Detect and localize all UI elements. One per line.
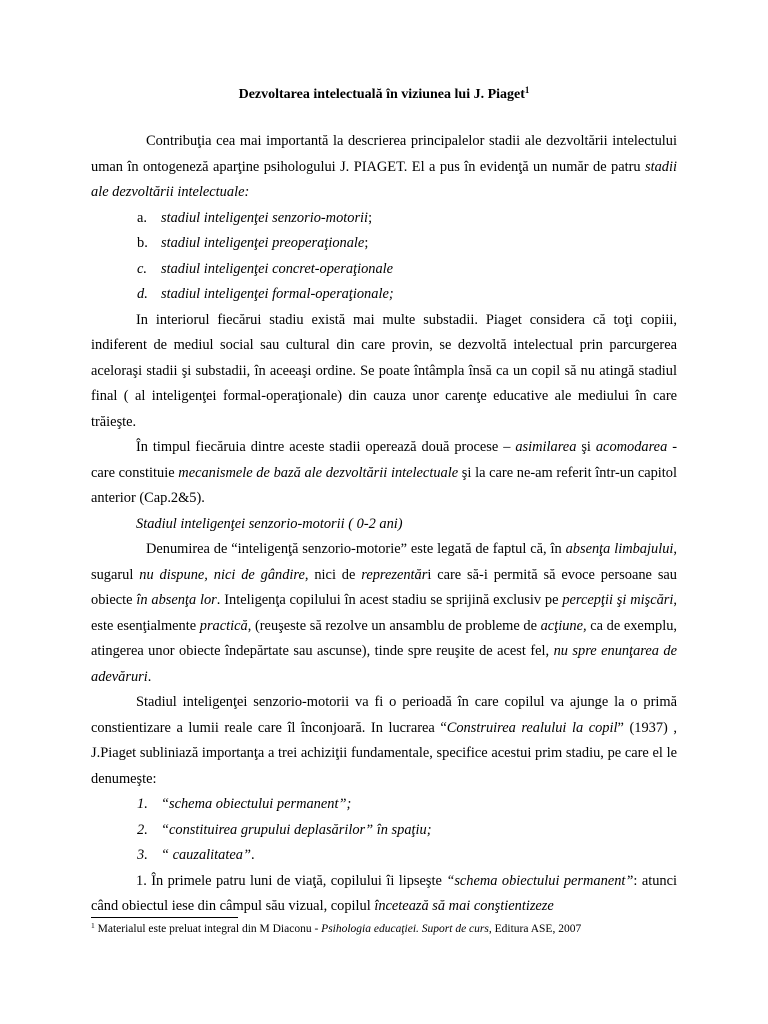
emphasis: absenţa limbajului (565, 541, 674, 557)
text-run: Contribuţia cea mai importantă la descrierea principalelor stadii ale dezvoltării intelectului uman în ontogeneză aparţine psihologului J. PIAGET. El a pus în evidenţă un număr de patru (91, 133, 677, 175)
text-run: ; (368, 209, 373, 226)
list-text: “ cauzalitatea” (161, 847, 251, 863)
text-run: Stadiul inteligenţei senzorio-motorii va fi o perioadă în care copilul va ajunge la o primă constientizare a lumii reale care îl înconjoară. In lucrarea “ (91, 694, 677, 736)
text-run: : atunci când obiectul iese din câmpul său vizual, copilul (91, 872, 677, 914)
acquisition-item-2 (91, 818, 677, 844)
list-marker: a. (137, 209, 147, 226)
paragraph-processes (91, 435, 677, 512)
emphasis: asimilarea (515, 439, 577, 455)
emphasis: percepţii şi mişcări (562, 592, 674, 608)
subheading-text: Stadiul inteligenţei senzorio-motorii ( 0-2 ani) (136, 515, 403, 532)
paragraph-intro (91, 129, 677, 206)
list-text: stadiul inteligenţei senzorio-motorii (161, 209, 369, 226)
title-text: Dezvoltarea intelectuală în viziunea lui J. Piaget (238, 87, 525, 102)
text-run: , nici de (304, 566, 362, 583)
text-run: ca de exemplu, atingerea unor obiecte îndepărtate sau ascunse), tinde spre reuşite de acest fel, (91, 617, 677, 659)
emphasis: practică (199, 617, 248, 634)
document-body (91, 129, 677, 920)
footnote-number: 1 (91, 921, 95, 930)
emphasis: Psihologia educaţiei. Suport de curs (321, 923, 489, 935)
emphasis: acomodarea (595, 439, 668, 455)
document-title (0, 86, 768, 104)
text-run: , (reuşeste să rezolve un ansamblu de probleme de (247, 617, 541, 634)
text-run: Denumirea de “inteligenţă senzorio-motorie” este legată de faptul că, în (146, 541, 566, 557)
stage-item-b (91, 231, 677, 257)
text-run: 1. În primele patru luni de viaţă, copilului îi lipseşte (136, 872, 447, 889)
text-run: . (147, 668, 152, 685)
emphasis: Construirea realului la copil (446, 719, 618, 736)
text-run: În timpul fiecăruia dintre aceste stadii operează două procese – (136, 439, 516, 455)
text-run: şi la care ne-am referit într-un capitol anterior (Cap.2&5). (91, 464, 677, 506)
emphasis: acţiune, (540, 617, 587, 634)
stage-item-c (91, 257, 677, 283)
emphasis: stadii ale dezvoltării intelectuale: (91, 158, 677, 200)
list-marker: b. (137, 235, 148, 251)
list-text: “schema obiectului permanent”; (161, 796, 352, 812)
acquisition-item-3 (91, 843, 677, 869)
text-run: Materialul este preluat integral din M Diaconu - (94, 923, 322, 935)
text-run: şi (576, 439, 596, 455)
list-marker: 1. (137, 796, 148, 812)
emphasis: reprezentăr (361, 566, 428, 583)
list-text: stadiul inteligenţei formal-operaţionale; (161, 286, 394, 302)
footnote (91, 922, 691, 937)
text-run: , este esenţialmente (91, 592, 677, 634)
emphasis: în absenţa lor (136, 592, 217, 608)
emphasis: “schema obiectului permanent” (446, 872, 634, 889)
acquisition-item-1 (91, 792, 677, 818)
emphasis: nu dispune, nici de gândire (139, 566, 305, 583)
list-text: “constituirea grupului deplasărilor” în spaţiu; (161, 821, 432, 838)
stage-item-a (91, 206, 677, 232)
text-run: - care constituie (91, 439, 677, 481)
text-run: . (250, 847, 255, 863)
list-marker: c. (137, 260, 147, 277)
list-marker: d. (137, 286, 148, 302)
footnote-separator (91, 917, 238, 918)
paragraph-definition (91, 537, 677, 690)
emphasis: mecanismele de bază ale dezvoltării intelectuale (178, 464, 459, 481)
section-subheading (91, 512, 677, 538)
emphasis: încetează să mai conştientizeze (374, 898, 554, 914)
footnote-ref[interactable]: 1 (524, 85, 530, 95)
emphasis: nu spre enunţarea de adevăruri (91, 643, 677, 685)
paragraph-acquisitions (91, 690, 677, 792)
list-marker: 3. (137, 847, 148, 863)
text-run: ” (1937) , J.Piaget subliniază importanţa a trei achiziţii fundamentale, specifice acestui prim stadiu, pe care el le denumeşte: (91, 719, 677, 787)
paragraph-object-permanence (91, 869, 677, 920)
list-marker: 2. (137, 821, 148, 838)
text-run: i care să-i permită să evoce persoane sau obiecte (91, 566, 677, 608)
list-text: stadiul inteligenţei concret-operaţionale (161, 260, 394, 277)
stage-item-d (91, 282, 677, 308)
text-run: ; (364, 235, 369, 251)
list-text: stadiul inteligenţei preoperaţionale (161, 235, 365, 251)
text-run: , sugarul (91, 541, 677, 583)
paragraph-substages: In interiorul fiecărui stadiu există mai multe substadii. Piaget considera că toţi copiii, indiferent de mediul social sau cultural din care provin, se dezvoltă intelectual prin parcurgerea aceloraşi stadii şi substadii, în aceeaşi ordine. Se poate întâmpla însă ca un copil să nu atingă stadiul final ( al inteligenţei formal-operaţionale) din cauza unor carenţe educative ale mediului în care trăieşte. (91, 311, 677, 430)
text-run: , Editura ASE, 2007 (488, 923, 582, 935)
text-run: . Inteligenţa copilului în acest stadiu se sprijină exclusiv pe (216, 592, 563, 608)
